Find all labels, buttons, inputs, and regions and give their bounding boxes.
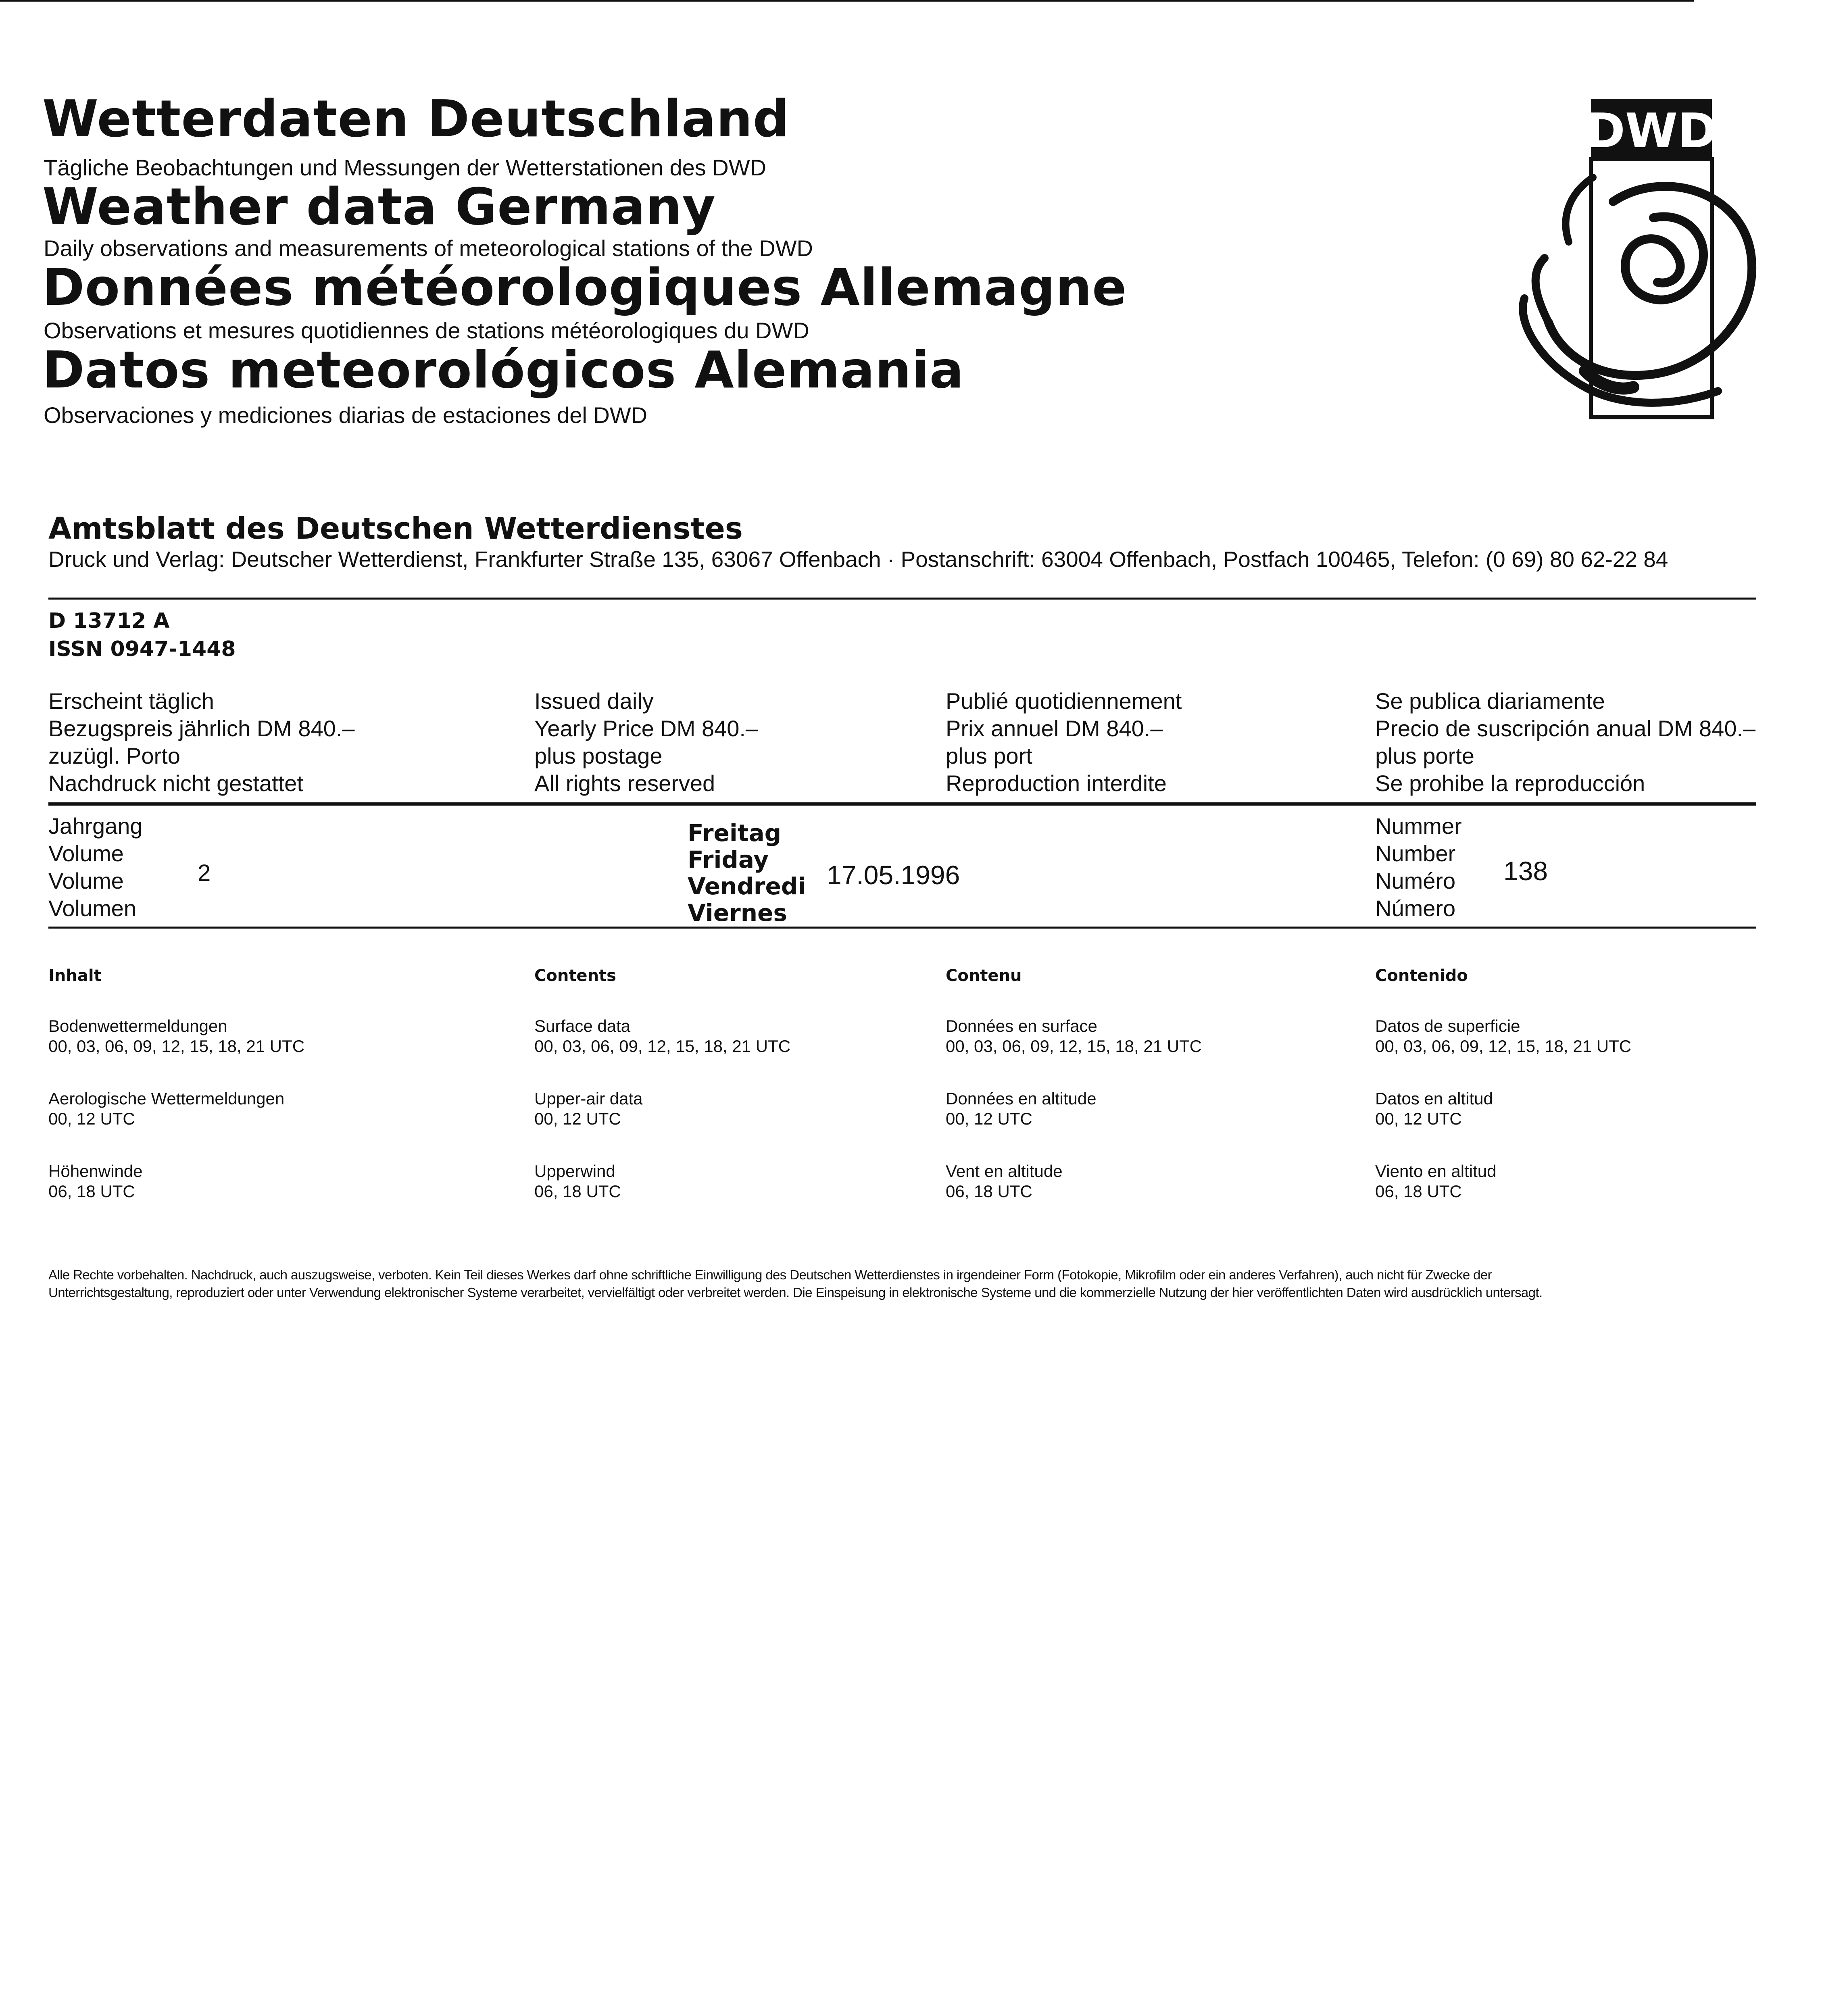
volume-label: Volume bbox=[48, 841, 124, 866]
issue-date: 17.05.1996 bbox=[827, 860, 960, 890]
subtitle-spanish: Observaciones y mediciones diarias de estaciones del DWD bbox=[44, 402, 648, 428]
contents-item-times: 00, 03, 06, 09, 12, 15, 18, 21 UTC bbox=[534, 1037, 791, 1056]
svg-text:DWD: DWD bbox=[1585, 103, 1718, 158]
title-english: Weather data Germany bbox=[42, 177, 716, 236]
contents-item-label: Viento en altitud bbox=[1375, 1162, 1497, 1181]
day-labels bbox=[688, 820, 806, 926]
volume-value: 2 bbox=[198, 860, 211, 886]
contents-item bbox=[1375, 1161, 1631, 1202]
title-spanish: Datos meteorológicos Alemania bbox=[42, 340, 964, 400]
number-label: Nummer bbox=[1375, 813, 1462, 839]
pricing-column-french bbox=[946, 687, 1182, 797]
number-label: Número bbox=[1375, 896, 1456, 921]
day-label: Viernes bbox=[688, 899, 787, 927]
price-line: Se prohibe la reproducción bbox=[1375, 771, 1645, 796]
price-line: All rights reserved bbox=[534, 771, 715, 796]
contents-item-times: 06, 18 UTC bbox=[946, 1182, 1032, 1201]
contents-item-label: Höhenwinde bbox=[48, 1162, 143, 1181]
pricing-column-spanish bbox=[1375, 687, 1755, 797]
contents-item-label: Upperwind bbox=[534, 1162, 615, 1181]
dwd-spiral-logo-icon bbox=[1492, 97, 1758, 419]
contents-item-times: 00, 03, 06, 09, 12, 15, 18, 21 UTC bbox=[48, 1037, 305, 1056]
price-line: plus postage bbox=[534, 743, 663, 768]
price-line: Issued daily bbox=[534, 688, 654, 714]
contents-item-label: Données en surface bbox=[946, 1016, 1097, 1035]
subtitle-french: Observations et mesures quotidiennes de stations météorologiques du DWD bbox=[44, 318, 809, 343]
divider-rule-2 bbox=[48, 802, 1756, 806]
price-line: Prix annuel DM 840.– bbox=[946, 716, 1163, 741]
contents-item bbox=[48, 1016, 304, 1056]
contents-heading: Inhalt bbox=[48, 966, 102, 985]
contents-item bbox=[946, 1016, 1202, 1056]
contents-column-german bbox=[48, 966, 304, 1234]
contents-item bbox=[1375, 1089, 1631, 1129]
contents-item bbox=[946, 1161, 1202, 1202]
volume-label: Volumen bbox=[48, 896, 136, 921]
title-german: Wetterdaten Deutschland bbox=[42, 89, 790, 148]
contents-column-spanish bbox=[1375, 966, 1631, 1234]
contents-item-label: Datos en altitud bbox=[1375, 1089, 1493, 1108]
price-line: Precio de suscripción anual DM 840.– bbox=[1375, 716, 1756, 741]
contents-heading: Contenido bbox=[1375, 966, 1468, 985]
contents-item-times: 00, 12 UTC bbox=[1375, 1109, 1462, 1128]
publisher-line: Druck und Verlag: Deutscher Wetterdienst, Frankfurter Straße 135, 63067 Offenbach · Postanschrift: 63004 Offenbach, Postfach 100465, Telefon: (0 69) 80 62-22 84 bbox=[48, 547, 1668, 572]
volume-label: Jahrgang bbox=[48, 813, 143, 839]
amtsblatt-title: Amtsblatt des Deutschen Wetterdienstes bbox=[48, 511, 743, 546]
price-line: Publié quotidiennement bbox=[946, 688, 1182, 714]
volume-labels bbox=[48, 812, 143, 922]
contents-item bbox=[48, 1089, 304, 1129]
contents-item-label: Vent en altitude bbox=[946, 1162, 1063, 1181]
dwd-logo bbox=[1492, 97, 1758, 419]
contents-item-times: 00, 03, 06, 09, 12, 15, 18, 21 UTC bbox=[1375, 1037, 1632, 1056]
price-line: plus porte bbox=[1375, 743, 1474, 768]
contents-item-times: 06, 18 UTC bbox=[1375, 1182, 1462, 1201]
contents-item bbox=[1375, 1016, 1631, 1056]
contents-column-french bbox=[946, 966, 1202, 1234]
price-line: Bezugspreis jährlich DM 840.– bbox=[48, 716, 355, 741]
price-line: Se publica diariamente bbox=[1375, 688, 1605, 714]
pricing-column-english bbox=[534, 687, 758, 797]
contents-item-times: 00, 12 UTC bbox=[534, 1109, 621, 1128]
number-label: Number bbox=[1375, 841, 1456, 866]
top-edge-line bbox=[0, 0, 1694, 2]
contents-item-times: 06, 18 UTC bbox=[534, 1182, 621, 1201]
price-line: plus port bbox=[946, 743, 1032, 768]
divider-rule-3 bbox=[48, 927, 1756, 929]
volume-label: Volume bbox=[48, 868, 124, 893]
contents-heading: Contenu bbox=[946, 966, 1022, 985]
contents-item-label: Bodenwettermeldungen bbox=[48, 1016, 227, 1035]
copyright-notice bbox=[48, 1266, 1758, 1302]
contents-item-times: 00, 12 UTC bbox=[946, 1109, 1032, 1128]
contents-item-times: 00, 12 UTC bbox=[48, 1109, 135, 1128]
d-number: D 13712 A bbox=[48, 609, 170, 633]
subtitle-german: Tägliche Beobachtungen und Messungen der Wetterstationen des DWD bbox=[44, 155, 767, 180]
day-label: Vendredi bbox=[688, 873, 806, 900]
contents-item bbox=[48, 1161, 304, 1202]
contents-item-label: Données en altitude bbox=[946, 1089, 1097, 1108]
subtitle-english: Daily observations and measurements of meteorological stations of the DWD bbox=[44, 235, 813, 261]
day-label: Friday bbox=[688, 846, 769, 873]
copyright-line: Alle Rechte vorbehalten. Nachdruck, auch auszugsweise, verboten. Kein Teil dieses Werkes darf ohne schriftliche Einwilligung des Deutschen Wetterdienstes in irgendeiner Form (Fotokopie, Mikrofilm oder ein anderes Verfahren), auch nicht für Zwecke der bbox=[48, 1267, 1492, 1282]
day-label: Freitag bbox=[688, 819, 782, 847]
contents-item bbox=[946, 1089, 1202, 1129]
issn: ISSN 0947-1448 bbox=[48, 637, 236, 661]
contents-column-english bbox=[534, 966, 790, 1234]
copyright-line: Unterrichtsgestaltung, reproduziert oder unter Verwendung elektronischer Systeme verarbeitet, vervielfältigt oder verbreitet werden. Die Einspeisung in elektronische Systeme und die kommerzielle Nutzung der hier veröffentlichten Daten wird ausdrücklich untersagt. bbox=[48, 1285, 1543, 1300]
contents-item bbox=[534, 1089, 790, 1129]
contents-item-times: 00, 03, 06, 09, 12, 15, 18, 21 UTC bbox=[946, 1037, 1202, 1056]
contents-item-label: Aerologische Wettermeldungen bbox=[48, 1089, 285, 1108]
issue-number: 138 bbox=[1503, 856, 1548, 886]
title-french: Données météorologiques Allemagne bbox=[42, 258, 1127, 317]
price-line: Reproduction interdite bbox=[946, 771, 1167, 796]
contents-item-label: Datos de superficie bbox=[1375, 1016, 1520, 1035]
price-line: Nachdruck nicht gestattet bbox=[48, 771, 303, 796]
contents-item bbox=[534, 1016, 790, 1056]
number-labels bbox=[1375, 812, 1462, 922]
contents-heading: Contents bbox=[534, 966, 616, 985]
price-line: Yearly Price DM 840.– bbox=[534, 716, 759, 741]
contents-item-label: Surface data bbox=[534, 1016, 631, 1035]
price-line: zuzügl. Porto bbox=[48, 743, 180, 768]
contents-item-label: Upper-air data bbox=[534, 1089, 643, 1108]
pricing-column-german bbox=[48, 687, 354, 797]
contents-item-times: 06, 18 UTC bbox=[48, 1182, 135, 1201]
divider-rule-1 bbox=[48, 598, 1756, 600]
contents-item bbox=[534, 1161, 790, 1202]
price-line: Erscheint täglich bbox=[48, 688, 214, 714]
number-label: Numéro bbox=[1375, 868, 1456, 893]
